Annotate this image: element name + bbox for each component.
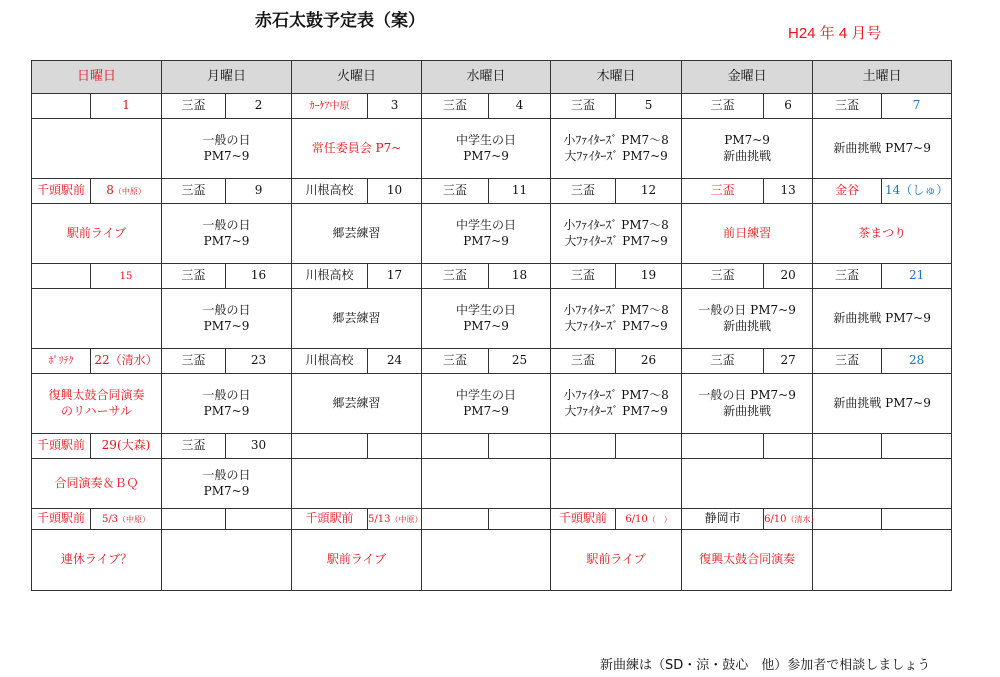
event-line: PM7~9 [724,132,770,147]
event-line: 一般の日 [202,132,251,147]
date-row [32,179,952,204]
date-number-cell [489,434,551,459]
event-cell-sun [32,530,162,591]
date-number: 17 [386,268,403,283]
event-row [32,289,952,349]
date-number-cell [764,264,813,289]
date-number: 22 [94,353,110,368]
date-row [32,264,952,289]
place-label: 静岡市 [704,511,741,526]
date-number-cell [616,349,682,374]
event-line: 一般の日 PM7~9 [698,387,796,402]
date-number-cell [616,264,682,289]
date-number: 30 [250,438,267,453]
weekday-header-wed [422,61,551,94]
weekday-label: 土曜日 [862,68,902,84]
weekday-header-thu [551,61,682,94]
date-number: 26 [640,353,657,368]
event-cell-wed [422,530,551,591]
date-number: 3 [390,98,399,113]
schedule-table [31,60,952,591]
date-label-cell [682,179,764,204]
date-number-cell [91,94,162,119]
place-label: ﾎﾟﾘﾃｸ [48,356,74,368]
event-cell-sun [32,119,162,179]
date-number: 1 [122,98,130,113]
event-line: 一般の日 PM7~9 [698,302,796,317]
event-cell-mon [162,204,292,264]
date-number-cell [764,349,813,374]
event-line: PM7~9 [203,318,250,333]
event-line: 新曲挑戦 PM7~9 [833,140,931,155]
page-title: 赤石太鼓予定表（案） [255,11,425,31]
date-number: 12 [640,183,657,198]
date-label-cell [551,264,616,289]
date-row [32,349,952,374]
date-row [32,94,952,119]
event-cell-fri [682,289,813,349]
date-number: 15 [119,271,133,283]
issue-label: H24 年 4 月号 [788,25,882,42]
date-row [32,509,952,530]
date-label-cell [813,264,882,289]
place-label: 川根高校 [305,183,354,198]
event-line: 連休ライブ？ [60,552,133,567]
date-number: 13 [780,183,796,198]
date-number-cell [489,264,551,289]
date-label-cell [292,179,368,204]
date-number-cell [368,264,422,289]
place-label: 川根高校 [305,268,354,283]
date-number-cell [226,179,292,204]
weekday-header-tue [292,61,422,94]
event-cell-wed [422,374,551,434]
date-number-cell [91,349,162,374]
date-label-cell [292,434,368,459]
place-label: 三盃 [710,183,735,198]
event-line: PM7~9 [203,403,250,418]
date-note: （清水） [109,353,158,368]
event-cell-sat [813,119,952,179]
date-number: 29 [101,438,117,453]
place-label: 千頭駅前 [305,511,354,526]
event-line: 小ﾌｧｲﾀｰｽﾞ PM7～8 [563,387,669,402]
date-number-cell [226,509,292,530]
date-number: 28 [908,353,925,368]
event-cell-mon [162,119,292,179]
event-line: 一般の日 [202,217,251,232]
date-label-cell [292,94,368,119]
place-label: 三盃 [710,98,735,113]
event-cell-sat [813,530,952,591]
event-line: 駅前ライブ [326,552,387,567]
event-cell-tue [292,459,422,509]
event-cell-thu [551,530,682,591]
event-cell-sat [813,289,952,349]
event-cell-mon [162,374,292,434]
event-cell-mon [162,530,292,591]
weekday-header-sat [813,61,952,94]
weekday-header-fri [682,61,813,94]
date-label-cell [32,94,91,119]
date-number: 9 [254,183,263,198]
event-cell-tue [292,374,422,434]
date-number: 20 [780,268,796,283]
date-number: 2 [254,98,263,113]
event-line: 大ﾌｧｲﾀｰｽﾞ PM7~9 [564,318,668,333]
date-label-cell [551,509,616,530]
place-label: 千頭駅前 [36,183,85,198]
date-number-cell [764,434,813,459]
event-line: PM7~9 [463,233,509,248]
date-number-cell [368,94,422,119]
event-line: 大ﾌｧｲﾀｰｽﾞ PM7~9 [564,233,668,248]
place-label: 三盃 [571,183,596,198]
date-label-cell [551,349,616,374]
date-number: 6/10 [764,514,787,526]
date-number: 11 [511,183,528,198]
date-label-cell [813,509,882,530]
event-line: PM7~9 [203,483,250,498]
event-cell-thu [551,289,682,349]
event-line: のリハーサル [60,403,133,418]
place-label: 三盃 [571,98,596,113]
date-label-cell [32,349,91,374]
event-line: 復興太鼓合同演奏 [699,552,796,567]
date-number-cell [616,434,682,459]
event-line: 茶まつり [858,225,907,240]
place-label: ｶｰｹｱ中原 [309,101,350,113]
date-number: 5/3 [101,514,119,526]
date-number-cell [882,509,952,530]
date-note: （清水） [786,515,819,525]
event-line: 大ﾌｧｲﾀｰｽﾞ PM7~9 [564,148,668,163]
event-cell-thu [551,374,682,434]
event-line: PM7~9 [203,148,250,163]
date-number: 24 [386,353,403,368]
date-label-cell [422,94,489,119]
date-number-cell [368,179,422,204]
date-number-cell [226,94,292,119]
event-cell-tue [292,119,422,179]
event-row [32,530,952,591]
date-label-cell [551,94,616,119]
date-label-cell [32,264,91,289]
date-label-cell [162,179,226,204]
event-cell-mon [162,459,292,509]
event-line: 小ﾌｧｲﾀｰｽﾞ PM7～8 [563,302,669,317]
event-line: 中学生の日 [456,217,517,232]
date-number: 10 [386,183,403,198]
footnote: 新曲練は（SD・涼・鼓心 他）参加者で相談しましょう [600,658,931,673]
weekday-label: 日曜日 [77,68,117,84]
place-label: 三盃 [710,268,735,283]
place-label: 川根高校 [305,353,354,368]
date-number: 18 [511,268,528,283]
date-number-cell [616,94,682,119]
place-label: 三盃 [710,353,735,368]
event-cell-fri [682,530,813,591]
date-label-cell [422,179,489,204]
event-line: PM7~9 [463,318,509,333]
date-note: (大森) [116,438,151,453]
weekday-label: 金曜日 [727,68,767,84]
weekday-label: 火曜日 [337,68,377,84]
place-label: 三盃 [181,438,206,453]
date-number-cell [764,94,813,119]
date-number-cell [91,509,162,530]
weekday-header-row [32,61,952,94]
date-label-cell [422,349,489,374]
date-label-cell [162,349,226,374]
date-number: 5 [644,98,653,113]
event-cell-tue [292,204,422,264]
event-line: 一般の日 [202,387,251,402]
date-label-cell [682,94,764,119]
event-line: PM7~9 [463,148,509,163]
event-line: 一般の日 [202,302,251,317]
event-row [32,459,952,509]
place-label: 千頭駅前 [559,511,608,526]
place-label: 三盃 [443,183,468,198]
date-number-cell [882,434,952,459]
event-line: 新曲挑戦 [723,318,772,333]
event-line: 常任委員会 P7~ [311,140,402,155]
event-line: 復興太鼓合同演奏 [48,387,145,402]
event-line: 小ﾌｧｲﾀｰｽﾞ PM7～8 [563,132,669,147]
date-label-cell [162,509,226,530]
event-line: 新曲挑戦 PM7~9 [833,310,931,325]
event-line: 新曲挑戦 PM7~9 [833,395,931,410]
event-row [32,374,952,434]
date-number: 19 [640,268,657,283]
date-label-cell [813,94,882,119]
place-label: 千頭駅前 [36,511,85,526]
date-label-cell [813,434,882,459]
place-label: 三盃 [443,268,468,283]
date-number: 6/10 [625,514,648,526]
place-label: 三盃 [181,98,206,113]
date-number: 8 [106,183,114,198]
place-label: 三盃 [181,183,206,198]
weekday-label: 水曜日 [466,68,506,84]
date-number-cell [882,349,952,374]
date-note: （中原） [118,515,151,525]
event-line: 郷芸練習 [332,395,381,410]
date-number: 6 [784,98,792,113]
place-label: 三盃 [835,268,860,283]
event-line: 小ﾌｧｲﾀｰｽﾞ PM7～8 [563,217,669,232]
date-number-cell [368,349,422,374]
date-number-cell [882,264,952,289]
date-number-cell [489,509,551,530]
event-line: PM7~9 [203,233,250,248]
date-number-cell [616,509,682,530]
date-number-cell [882,179,952,204]
event-cell-mon [162,289,292,349]
event-cell-thu [551,119,682,179]
place-label: 三盃 [835,353,860,368]
event-cell-wed [422,119,551,179]
date-number-cell [882,94,952,119]
date-label-cell [682,434,764,459]
weekday-header-sun [32,61,162,94]
event-line: 中学生の日 [456,387,517,402]
date-number: 25 [511,353,528,368]
event-line: PM7~9 [463,403,509,418]
event-line: 新曲挑戦 [723,403,772,418]
event-cell-sat [813,459,952,509]
date-number-cell [616,179,682,204]
date-number-cell [489,349,551,374]
date-number: 7 [912,98,921,113]
event-line: 郷芸練習 [332,225,381,240]
event-cell-fri [682,119,813,179]
date-label-cell [422,509,489,530]
place-label: 三盃 [443,98,468,113]
event-cell-thu [551,459,682,509]
date-number-cell [226,434,292,459]
event-line: 大ﾌｧｲﾀｰｽﾞ PM7~9 [564,403,668,418]
place-label: 金谷 [835,183,860,198]
event-line: 一般の日 [202,467,251,482]
date-label-cell [292,349,368,374]
event-line: 郷芸練習 [332,310,381,325]
event-cell-tue [292,530,422,591]
event-line: 前日練習 [723,225,772,240]
event-cell-wed [422,459,551,509]
date-label-cell [32,434,91,459]
date-label-cell [32,179,91,204]
event-cell-wed [422,204,551,264]
weekday-label: 月曜日 [207,68,247,84]
place-label: 三盃 [181,353,206,368]
date-number-cell [91,179,162,204]
date-label-cell [682,264,764,289]
date-number-cell [368,434,422,459]
date-row [32,434,952,459]
event-row [32,204,952,264]
event-line: 合同演奏＆ＢＱ [54,475,139,490]
place-label: 三盃 [571,353,596,368]
date-number-cell [226,349,292,374]
weekday-header-mon [162,61,292,94]
date-label-cell [162,434,226,459]
place-label: 三盃 [181,268,206,283]
date-number: 4 [515,98,524,113]
date-label-cell [422,264,489,289]
date-note: （しゅ） [900,183,949,198]
event-cell-fri [682,374,813,434]
date-number: 5/13 [368,514,391,526]
date-note: （ ） [647,515,672,525]
event-cell-fri [682,459,813,509]
date-label-cell [162,264,226,289]
event-line: 中学生の日 [456,132,517,147]
date-number-cell [368,509,422,530]
date-label-cell [162,94,226,119]
date-label-cell [813,349,882,374]
event-cell-tue [292,289,422,349]
date-label-cell [682,509,764,530]
weekday-label: 木曜日 [596,68,636,84]
date-label-cell [422,434,489,459]
event-cell-sun [32,459,162,509]
date-label-cell [32,509,91,530]
date-number-cell [91,264,162,289]
event-cell-thu [551,204,682,264]
date-number: 14 [884,183,901,198]
date-number-cell [226,264,292,289]
event-row [32,119,952,179]
date-number-cell [764,509,819,530]
place-label: 三盃 [835,98,860,113]
date-number-cell [764,179,813,204]
date-number-cell [489,94,551,119]
date-number: 21 [908,268,925,283]
date-number: 16 [250,268,267,283]
date-number: 27 [780,353,796,368]
date-label-cell [551,434,616,459]
place-label: 三盃 [571,268,596,283]
event-line: 新曲挑戦 [723,148,772,163]
date-label-cell [682,349,764,374]
date-number-cell [91,434,162,459]
date-note: （中原） [113,187,146,197]
place-label: 三盃 [443,353,468,368]
event-cell-sun [32,204,162,264]
date-label-cell [551,179,616,204]
date-label-cell [292,264,368,289]
event-line: 駅前ライブ [586,552,646,567]
date-label-cell [813,179,882,204]
date-label-cell [292,509,368,530]
event-cell-wed [422,289,551,349]
event-line: 中学生の日 [456,302,517,317]
place-label: 千頭駅前 [36,438,85,453]
event-cell-fri [682,204,813,264]
date-number-cell [489,179,551,204]
event-cell-sat [813,204,952,264]
event-cell-sun [32,374,162,434]
event-line: 駅前ライブ [66,225,127,240]
date-number: 23 [250,353,267,368]
event-cell-sun [32,289,162,349]
event-cell-sat [813,374,952,434]
date-note: （中原） [390,515,423,525]
